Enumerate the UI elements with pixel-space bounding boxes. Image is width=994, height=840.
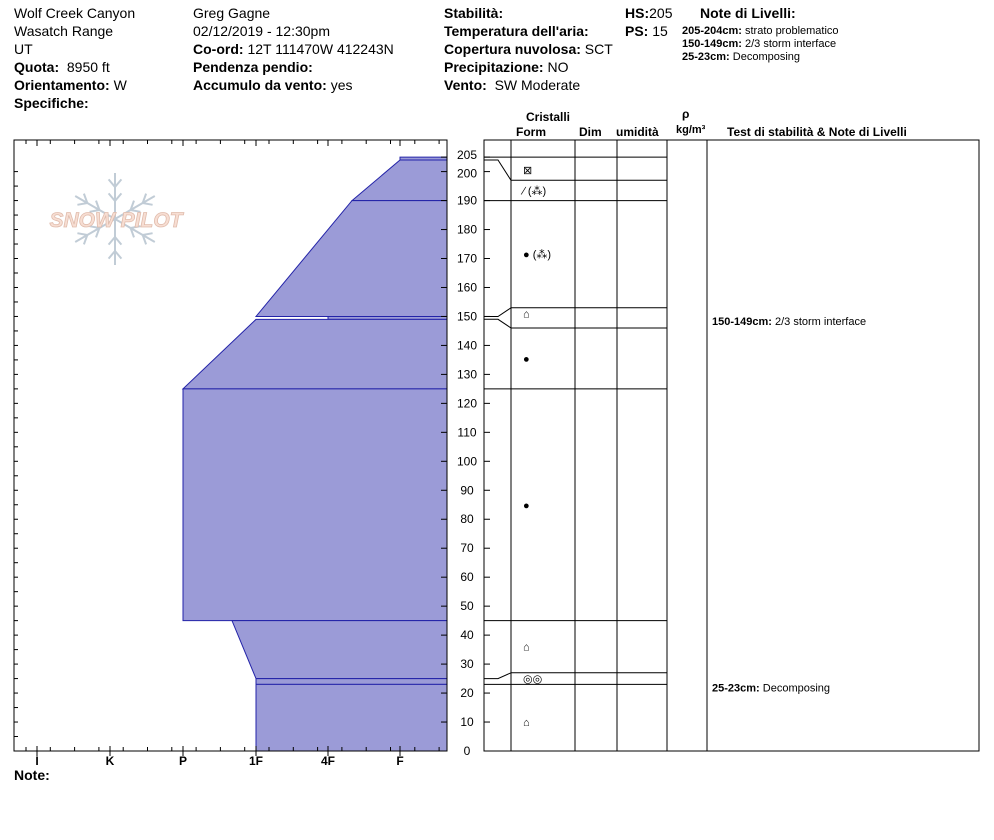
crystal-symbol: ∕ (⁂) — [523, 185, 547, 198]
wind-loading-value: yes — [330, 77, 353, 93]
leader-line — [484, 160, 511, 180]
y-tick-label: 0 — [463, 744, 471, 758]
y-tick-label: 70 — [460, 541, 474, 556]
y-tick-label: 100 — [456, 454, 478, 469]
hardness-layer — [352, 160, 447, 201]
coord-label: Co-ord: — [193, 41, 244, 57]
range: Wasatch Range — [14, 23, 114, 39]
y-tick-label: 190 — [456, 193, 478, 208]
x-tick-label: I — [35, 754, 39, 768]
y-tick-label: 170 — [456, 251, 478, 266]
hardness-layer — [256, 679, 447, 685]
y-tick-label: 90 — [460, 483, 474, 498]
x-tick-label: 4F — [320, 754, 336, 768]
crystal-symbol: ◎◎ — [523, 673, 543, 686]
location: Wolf Creek Canyon — [14, 5, 136, 21]
x-tick-label: K — [105, 754, 115, 768]
layer-note-range: 205-204cm: — [682, 25, 742, 37]
y-tick-label: 150 — [456, 309, 478, 324]
y-tick-label: 160 — [456, 280, 478, 295]
stability-label: Stabilità: — [444, 5, 504, 21]
layer-note-range: 150-149cm: — [682, 38, 742, 50]
aspect-label: Orientamento: — [14, 77, 110, 93]
y-tick-label: 140 — [456, 338, 478, 353]
stability-notes — [712, 316, 866, 695]
hardness-profile — [183, 157, 447, 751]
coord-value: 12T 111470W 412243N — [247, 41, 394, 57]
leader-line — [484, 308, 511, 317]
stability-note-range: 25-23cm: — [712, 682, 763, 695]
aspect-value: W — [113, 77, 127, 93]
hardness-layer — [232, 621, 447, 679]
crystal-symbol: ⌂ — [523, 308, 530, 321]
stability-note-text: 2/3 storm interface — [775, 315, 867, 328]
layer-notes-title: Note di Livelli: — [700, 5, 796, 21]
y-tick-label: 20 — [460, 686, 474, 701]
y-tick-label: 130 — [456, 367, 478, 382]
crystal-symbol: ● (⁂) — [523, 249, 552, 262]
state: UT — [14, 41, 33, 57]
stability-note — [712, 682, 830, 694]
layer-note-text: 2/3 storm interface — [745, 38, 837, 50]
leader-line — [484, 673, 511, 679]
layer-note-text: Decomposing — [732, 51, 801, 63]
col-density-unit: kg/m³ — [676, 124, 706, 136]
layer-note-text: strato problematico — [745, 25, 839, 37]
wind-loading-label: Accumulo da vento: — [193, 77, 327, 93]
layer-table-frame — [484, 140, 979, 751]
hs-label: HS: — [625, 5, 650, 21]
y-tick-label: 120 — [456, 396, 478, 411]
crystal-symbol: ⊠ — [523, 165, 533, 178]
elevation-value: 8950 ft — [66, 59, 110, 75]
notes-label: Note: — [14, 767, 50, 783]
flake-branch — [143, 233, 153, 235]
precip-value: NO — [547, 59, 569, 75]
y-tick-label: 80 — [460, 512, 474, 527]
snowpilot-watermark — [50, 173, 185, 265]
crystal-symbol: ● — [523, 499, 530, 512]
x-tick-label: 1F — [248, 754, 264, 768]
flake-branch — [77, 233, 87, 235]
y-tick-label: 205 — [456, 148, 478, 163]
sky-label: Copertura nuvolosa: — [444, 41, 581, 57]
hs-value: 205 — [649, 5, 673, 21]
x-tick-label: P — [178, 754, 188, 768]
crystal-symbol: ⌂ — [523, 717, 530, 729]
y-tick-label: 60 — [460, 570, 474, 585]
hardness-layer — [183, 319, 447, 389]
crystal-forms — [520, 165, 551, 729]
y-tick-label: 50 — [460, 599, 474, 614]
flake-branch — [143, 203, 153, 205]
elevation-label: Quota: — [14, 59, 60, 75]
ps-value: 15 — [652, 23, 668, 39]
col-moisture: umidità — [616, 125, 659, 139]
datetime: 02/12/2019 - 12:30pm — [193, 23, 330, 39]
x-tick-label: F — [396, 754, 404, 768]
hardness-layer — [256, 201, 447, 317]
watermark-text: SNOW PILOT — [49, 209, 183, 232]
y-tick-label: 110 — [457, 425, 477, 440]
layer-note-range: 25-23cm: — [682, 51, 730, 63]
specifics-label: Specifiche: — [14, 95, 89, 111]
stability-note-text: Decomposing — [762, 682, 831, 695]
slope-label: Pendenza pendio: — [193, 59, 313, 75]
col-rho: ρ — [682, 107, 690, 121]
hardness-layer — [256, 684, 447, 751]
crystal-symbol: ● — [523, 353, 530, 366]
stability-note-range: 150-149cm: — [712, 315, 775, 328]
y-tick-label: 180 — [456, 222, 478, 237]
flake-branch — [77, 203, 87, 205]
ps-label: PS: — [625, 23, 649, 39]
y-tick-label: 10 — [460, 715, 474, 730]
hardness-layer — [183, 389, 447, 621]
col-stability: Test di stabilità & Note di Livelli — [727, 125, 907, 139]
col-size: Dim — [579, 125, 602, 139]
stability-note — [712, 316, 866, 328]
observer: Greg Gagne — [193, 5, 271, 21]
sky-value: SCT — [584, 41, 613, 57]
leader-line — [484, 319, 511, 328]
precip-label: Precipitazione: — [444, 59, 544, 75]
y-tick-label: 30 — [460, 657, 474, 672]
col-crystals: Cristalli — [526, 110, 571, 124]
crystal-symbol: ⌂ — [523, 641, 530, 654]
y-tick-label: 200 — [456, 166, 478, 181]
y-tick-label: 40 — [460, 628, 474, 643]
col-form: Form — [516, 125, 546, 139]
wind-label: Vento: — [444, 77, 487, 93]
wind-value: SW Moderate — [494, 77, 581, 93]
air-temp-label: Temperatura dell'aria: — [444, 23, 589, 39]
